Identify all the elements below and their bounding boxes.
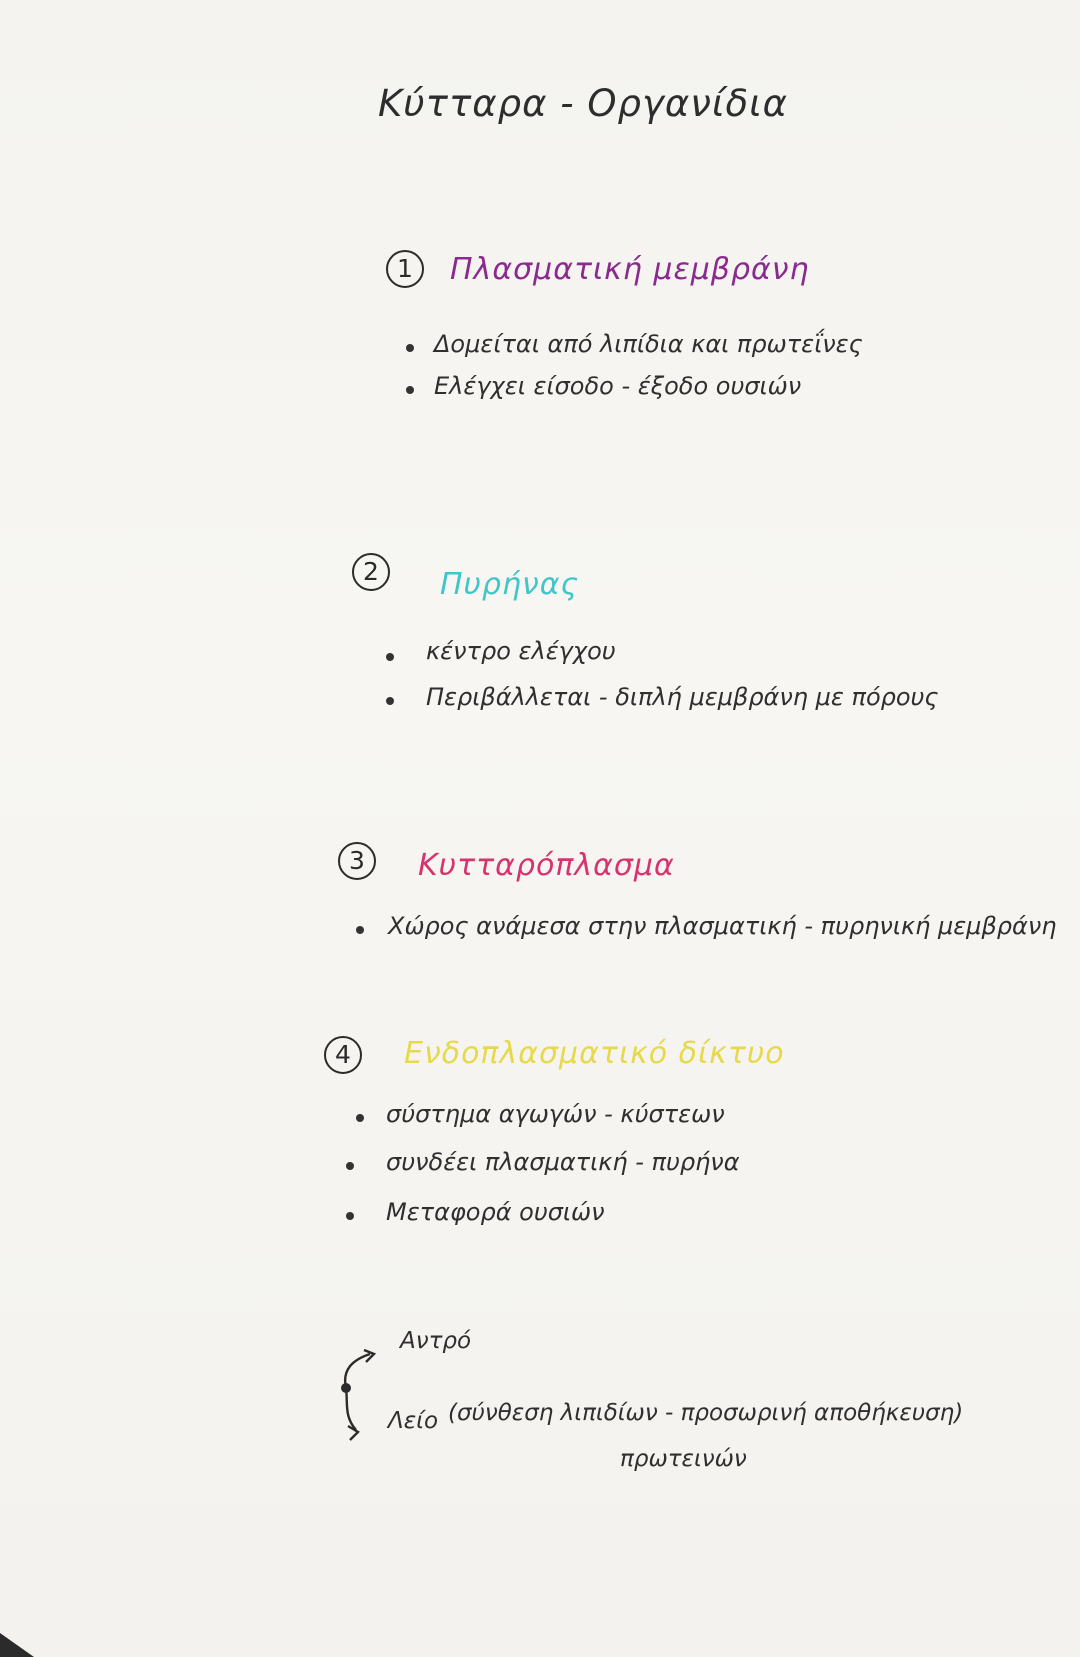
section-heading: Πυρήνας [440,567,580,602]
section-number: 4 [324,1036,362,1074]
bullet-item: σύστημα αγωγών - κύστεων [386,1100,725,1128]
section-number: 1 [386,250,424,288]
smooth-er-detail-continued: πρωτεινών [620,1446,747,1472]
smooth-er-detail: (σύνθεση λιπιδίων - προσωρινή αποθήκευση) [448,1400,964,1426]
bullet-item: συνδέει πλασματική - πυρήνα [386,1148,740,1176]
bullet-item: Ελέγχει είσοδο - έξοδο ουσιών [434,372,802,400]
bullet-dot [346,1212,354,1220]
bullet-dot [356,926,364,934]
bullet-dot [356,1114,364,1122]
bullet-item: Δομείται από λιπίδια και πρωτεΐνες [434,330,863,358]
bullet-item: κέντρο ελέγχου [426,637,616,665]
smooth-er-note: Λείο [388,1408,439,1434]
section-number: 3 [338,842,376,880]
rough-er-note: Αντρό [400,1328,472,1354]
bullet-item: Μεταφορά ουσιών [386,1198,605,1226]
bullet-dot [386,697,394,705]
bullet-item: Περιβάλλεται - διπλή μεμβράνη με πόρους [426,683,939,711]
section-heading: Ενδοπλασματικό δίκτυο [404,1036,785,1071]
bullet-dot [406,344,414,352]
bullet-item: Χώρος ανάμεσα στην πλασματική - πυρηνική μεμβράνη [388,912,1057,940]
section-heading: Πλασματική μεμβράνη [450,252,810,287]
page-corner-shadow [0,1633,34,1657]
bullet-dot [386,653,394,661]
bullet-dot [346,1162,354,1170]
page-title: Κύτταρα - Οργανίδια [378,82,788,125]
section-heading: Κυτταρόπλασμα [418,848,675,883]
bullet-dot [406,386,414,394]
section-number: 2 [352,553,390,591]
branch-arrow-icon [330,1348,410,1458]
